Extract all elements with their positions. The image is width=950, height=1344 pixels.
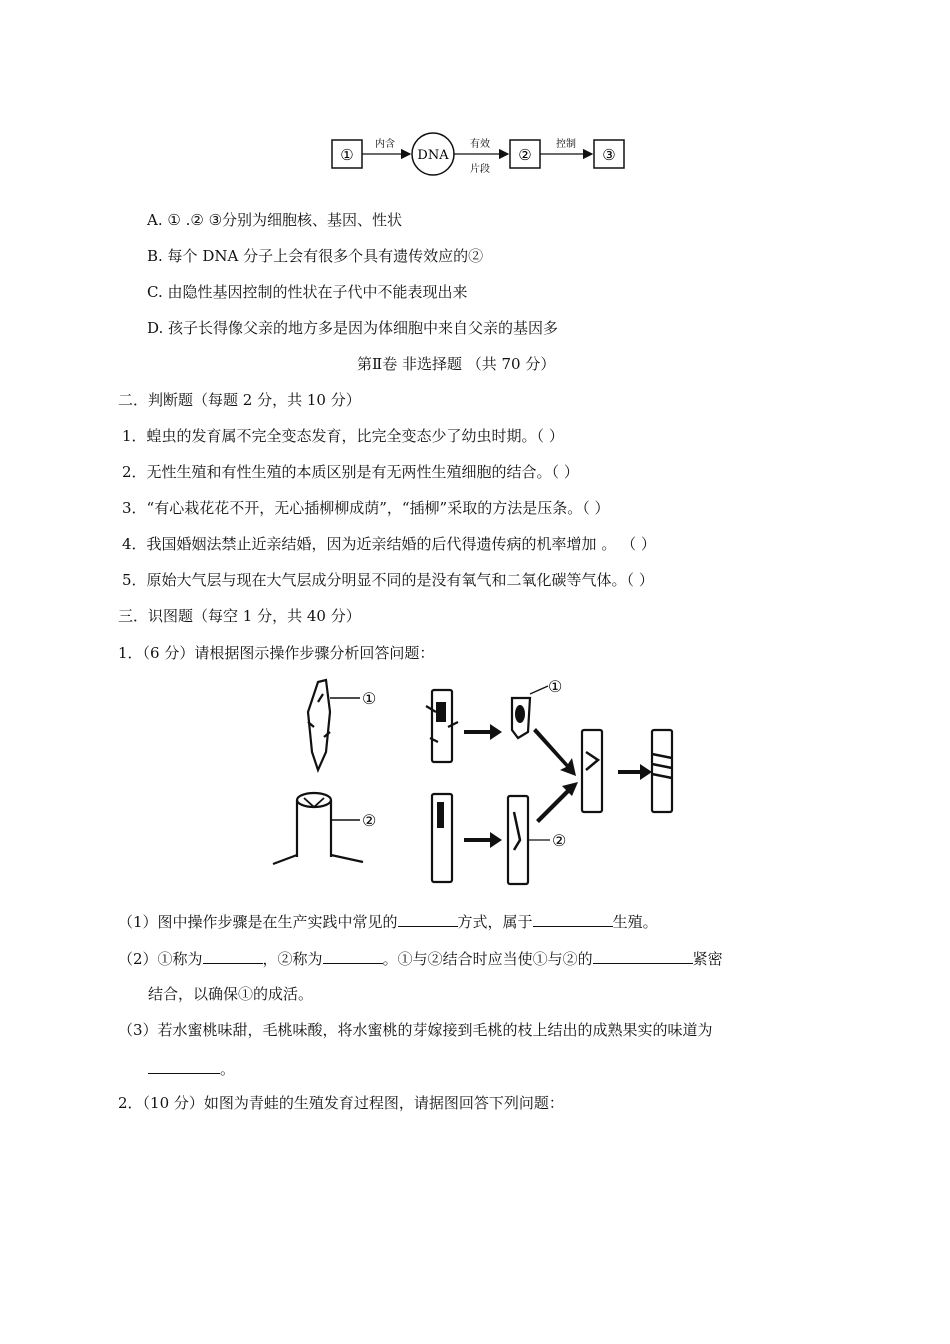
answer-blank[interactable] [203,947,263,964]
grafting-figure [268,672,688,887]
figure-section-header: 三．识图题（每空 1 分，共 40 分） [118,607,361,625]
fig-label-branch: ② [552,831,567,850]
answer-blank[interactable] [148,1057,220,1074]
fig-label-stock: ② [362,811,377,830]
answer-blank[interactable] [593,947,693,964]
sub-question-2-cont: 结合，以确保①的成活。 [148,985,314,1003]
fig-label-bud: ① [548,677,563,696]
judge-q3: 3．“有心栽花花不开，无心插柳柳成荫”，“插柳”采取的方法是压条。（ ） [122,499,610,517]
box-3-label: ③ [602,146,616,164]
judge-header: 二．判断题（每题 2 分，共 10 分） [118,391,361,409]
sub-question-3-answer: 。 [148,1057,235,1079]
judge-q4: 4．我国婚姻法禁止近亲结婚，因为近亲结婚的后代得遗传病的机率增加 。 （ ） [122,535,656,553]
answer-blank[interactable] [533,910,613,927]
sub-question-3: （3）若水蜜桃味甜，毛桃味酸，将水蜜桃的芽嫁接到毛桃的枝上结出的成熟果实的味道为 [118,1021,713,1039]
gene-flow-diagram [330,128,630,188]
answer-blank[interactable] [398,910,458,927]
arrow-label-control: 控制 [556,139,576,150]
fig-label-scion: ① [362,689,377,708]
judge-q1: 1．蝗虫的发育属不完全变态发育，比完全变态少了幼虫时期。（ ） [122,427,564,445]
judge-q2: 2．无性生殖和有性生殖的本质区别是有无两性生殖细胞的结合。（ ） [122,463,579,481]
sub-question-2: （2）①称为 ，②称为 。①与②结合时应当使①与②的 紧密 [118,947,723,969]
figure-q1-intro: 1．（6 分）请根据图示操作步骤分析回答问题： [118,644,435,662]
option-a: A. ① .② ③分别为细胞核、基因、性状 [147,211,403,229]
judge-q5: 5．原始大气层与现在大气层成分明显不同的是没有氧气和二氧化碳等气体。（ ） [122,571,654,589]
figure-q2-intro: 2．（10 分）如图为青蛙的生殖发育过程图，请据图回答下列问题： [118,1094,564,1112]
section-2-title: 第Ⅱ卷 非选择题 （共 70 分） [357,355,556,373]
arrow-label-effective-bottom: 片段 [470,164,490,175]
arrow-label-effective-top: 有效 [470,139,490,150]
dna-label: DNA [417,148,449,163]
option-d: D. 孩子长得像父亲的地方多是因为体细胞中来自父亲的基因多 [147,319,559,337]
option-c: C. 由隐性基因控制的性状在子代中不能表现出来 [147,283,468,301]
sub-question-1: （1）图中操作步骤是在生产实践中常见的 方式，属于 生殖。 [118,910,658,932]
arrow-label-contains: 内含 [375,139,395,150]
box-1-label: ① [340,146,354,164]
box-2-label: ② [518,146,532,164]
answer-blank[interactable] [323,947,383,964]
option-b: B. 每个 DNA 分子上会有很多个具有遗传效应的② [147,247,484,265]
